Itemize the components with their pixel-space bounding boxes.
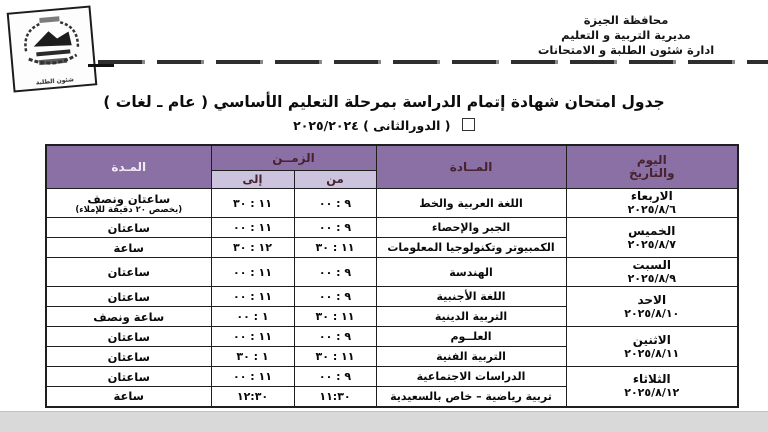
- day-date: ٢٠٢٥/٨/٧: [627, 237, 676, 251]
- col-header-from: من: [294, 171, 376, 189]
- time-from-cell: ١١ : ٣٠: [294, 347, 376, 367]
- day-cell: [566, 189, 738, 218]
- time-to-cell: ١١ : ٠٠: [211, 218, 294, 238]
- col-header-to: إلى: [211, 171, 294, 189]
- duration-text: ساعتان ونصف: [87, 191, 171, 206]
- time-from-cell: ٩ : ٠٠: [294, 367, 376, 387]
- day-name: الاثنين: [632, 332, 671, 347]
- duration-text: ساعتان: [107, 220, 150, 235]
- subject-cell: التربية الفنية: [376, 347, 566, 367]
- bottom-strip: [0, 411, 768, 432]
- duration-cell: [46, 327, 211, 347]
- table-row: [46, 258, 738, 287]
- table-header-row: [46, 145, 738, 171]
- time-from-cell: ٩ : ٠٠: [294, 287, 376, 307]
- col-header-duration: المـدة: [46, 145, 211, 189]
- duration-text: ساعة ونصف: [93, 309, 165, 324]
- day-date: ٢٠٢٥/٨/١٢: [624, 386, 680, 400]
- time-to-cell: ١٢ : ٣٠: [211, 238, 294, 258]
- time-from-cell: ١١ : ٣٠: [294, 238, 376, 258]
- time-to-cell: ١٢:٣٠: [211, 387, 294, 407]
- header-divider-line: [98, 60, 768, 64]
- subtitle-row: [0, 118, 768, 133]
- duration-text: ساعة: [113, 240, 144, 255]
- day-date: ٢٠٢٥/٨/١١: [624, 346, 680, 360]
- exam-schedule-table: [45, 144, 739, 408]
- table-row: [46, 287, 738, 307]
- day-cell: [566, 287, 738, 327]
- day-date: ٢٠٢٥/٨/٦: [627, 203, 676, 216]
- day-cell: [566, 367, 738, 407]
- time-to-cell: ١ : ٠٠: [211, 307, 294, 327]
- duration-text: ساعة: [113, 389, 144, 404]
- col-header-day-line1: اليوم: [636, 153, 667, 167]
- time-from-cell: ٩ : ٠٠: [294, 258, 376, 287]
- day-name: السبت: [632, 258, 671, 272]
- header-divider-stub: [88, 64, 114, 67]
- subject-cell: الجبر والإحصاء: [376, 218, 566, 238]
- day-name: الخميس: [628, 223, 676, 238]
- table-row: [46, 218, 738, 238]
- term-checkbox[interactable]: [462, 118, 475, 131]
- time-from-cell: ١١ : ٣٠: [294, 307, 376, 327]
- day-cell: [566, 218, 738, 258]
- day-cell: [566, 258, 738, 287]
- subject-cell: اللغة العربية والخط: [376, 189, 566, 218]
- table-row: [46, 327, 738, 347]
- time-to-cell: ١١ : ٠٠: [211, 327, 294, 347]
- duration-cell: [46, 258, 211, 287]
- time-from-cell: ٩ : ٠٠: [294, 218, 376, 238]
- time-to-cell: ١١ : ٣٠: [211, 189, 294, 218]
- time-to-cell: ١١ : ٠٠: [211, 258, 294, 287]
- col-header-day: [566, 145, 738, 189]
- duration-text: ساعتان: [107, 329, 150, 344]
- day-date: ٢٠٢٥/٨/١٠: [624, 306, 680, 320]
- time-to-cell: ١١ : ٠٠: [211, 367, 294, 387]
- subject-cell: الكمبيوتر وتكنولوجيا المعلومات: [376, 238, 566, 258]
- day-name: الاربعاء: [630, 189, 673, 203]
- subject-cell: اللغة الأجنبية: [376, 287, 566, 307]
- term-label: ( الدورالثانى ): [363, 118, 451, 133]
- time-from-cell: ١١:٣٠: [294, 387, 376, 407]
- duration-cell: [46, 189, 211, 218]
- day-name: الاحد: [637, 292, 667, 307]
- letterhead-directorate: مديرية التربية و التعليم: [561, 28, 691, 42]
- col-header-time: الزمــن: [211, 145, 376, 171]
- school-logo: [7, 5, 98, 92]
- duration-cell: [46, 347, 211, 367]
- duration-cell: [46, 387, 211, 407]
- time-to-cell: ١١ : ٠٠: [211, 287, 294, 307]
- duration-note: (يخصص ٢٠ دقيقة للإملاء): [75, 204, 183, 215]
- duration-cell: [46, 367, 211, 387]
- letterhead: [496, 13, 756, 58]
- duration-cell: [46, 307, 211, 327]
- day-date: ٢٠٢٥/٨/٩: [627, 272, 676, 285]
- logo-caption: شئون الطلبة: [35, 76, 75, 87]
- duration-text: ساعتان: [107, 349, 150, 364]
- subject-cell: الهندسة: [376, 258, 566, 287]
- duration-cell: [46, 218, 211, 238]
- duration-cell: [46, 287, 211, 307]
- duration-text: ساعتان: [107, 265, 150, 279]
- duration-text: ساعتان: [107, 369, 150, 384]
- subject-cell: تربية رياضية – خاص بالسعيدية: [376, 387, 566, 407]
- day-cell: [566, 327, 738, 367]
- duration-cell: [46, 238, 211, 258]
- time-to-cell: ١ : ٣٠: [211, 347, 294, 367]
- duration-text: ساعتان: [107, 289, 150, 304]
- time-from-cell: ٩ : ٠٠: [294, 189, 376, 218]
- day-name: الثلاثاء: [632, 372, 671, 387]
- col-header-day-line2: والتاريخ: [628, 166, 675, 180]
- page-title: جدول امتحان شهادة إتمام الدراسة بمرحلة التعليم الأساسي ( عام ـ لغات ): [103, 93, 665, 111]
- time-from-cell: ٩ : ٠٠: [294, 327, 376, 347]
- schedule-body: [46, 189, 738, 407]
- table-row: [46, 189, 738, 218]
- academic-year: ٢٠٢٥/٢٠٢٤: [293, 118, 359, 133]
- letterhead-administration: ادارة شئون الطلبة و الامتحانات: [537, 43, 715, 57]
- table-row: [46, 367, 738, 387]
- col-header-subject: المــادة: [376, 145, 566, 189]
- letterhead-governorate: محافظة الجيزة: [583, 13, 669, 27]
- subject-cell: التربية الدينية: [376, 307, 566, 327]
- subject-cell: العلــوم: [376, 327, 566, 347]
- subject-cell: الدراسات الاجتماعية: [376, 367, 566, 387]
